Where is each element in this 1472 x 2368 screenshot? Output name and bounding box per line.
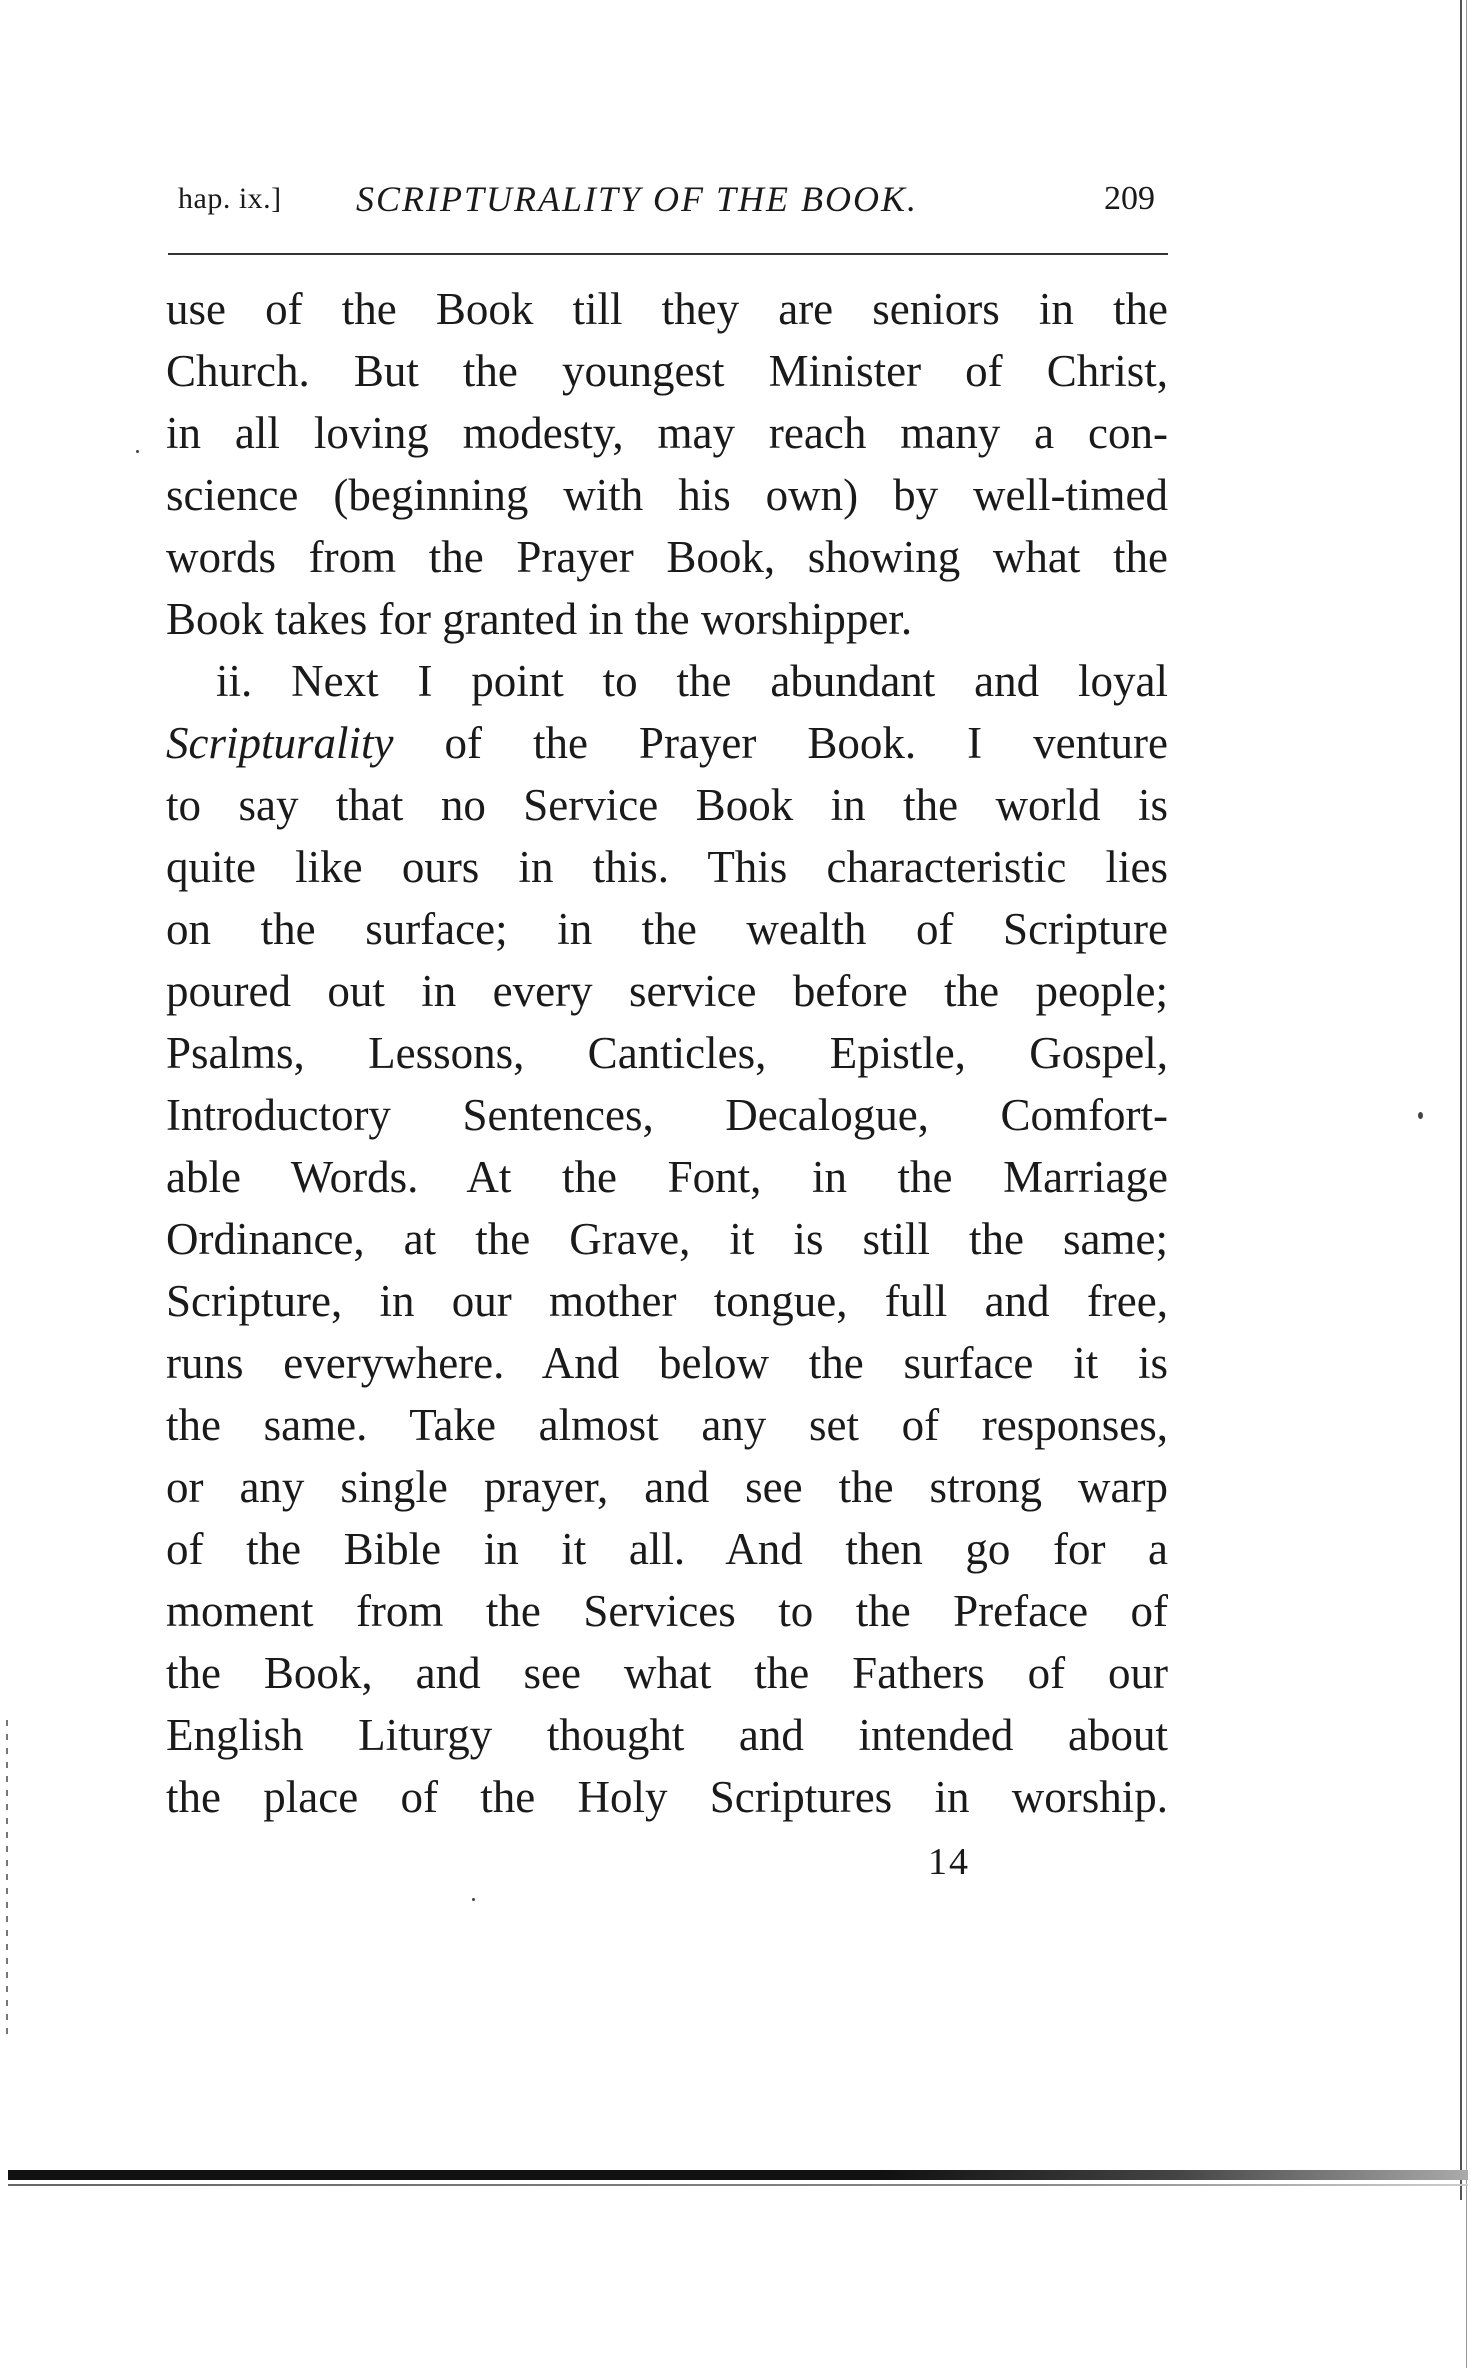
chapter-reference: hap. ix.] <box>178 182 282 215</box>
text-line: Book takes for granted in the worshipper. <box>166 594 913 644</box>
signature-mark: 14 <box>928 1841 970 1883</box>
running-head <box>168 178 1168 228</box>
italic-term: Scripturality <box>166 718 394 768</box>
text-line: runs everywhere. And below the surface it is <box>166 1338 1168 1388</box>
text-line: to say that no Service Book in the world is <box>166 780 1168 830</box>
ink-speck <box>1418 1112 1423 1119</box>
text-line: use of the Book till they are seniors in the <box>166 284 1168 334</box>
header-rule <box>168 253 1168 255</box>
bottom-rule-thin <box>8 2184 1468 2186</box>
text-line: the Book, and see what the Fathers of our <box>166 1648 1168 1698</box>
text-line: in all loving modesty, may reach many a con- <box>166 408 1168 458</box>
text-line: able Words. At the Font, in the Marriage <box>166 1152 1168 1202</box>
text-line: the same. Take almost any set of responses, <box>166 1400 1168 1450</box>
text-line: the place of the Holy Scriptures in worship. <box>166 1772 1168 1822</box>
text-line: Psalms, Lessons, Canticles, Epistle, Gospel, <box>166 1028 1168 1078</box>
text-line: English Liturgy thought and intended about <box>166 1710 1168 1760</box>
body-text <box>166 278 1168 1828</box>
text-line: Introductory Sentences, Decalogue, Comfort- <box>166 1090 1168 1140</box>
text-line: moment from the Services to the Preface of <box>166 1586 1168 1636</box>
page-number: 209 <box>1104 180 1155 217</box>
page-edge-shadow <box>1460 0 1462 2200</box>
text-line: Ordinance, at the Grave, it is still the same; <box>166 1214 1168 1264</box>
margin-mark <box>6 1720 8 2040</box>
text-line: quite like ours in this. This characteristic lies <box>166 842 1168 892</box>
ink-speck <box>136 450 139 453</box>
ink-speck <box>472 1898 475 1901</box>
text-line: poured out in every service before the people; <box>166 966 1168 1016</box>
text-line: Scripture, in our mother tongue, full and free, <box>166 1276 1168 1326</box>
bottom-rule <box>8 2170 1468 2180</box>
text-line: ii. Next I point to the abundant and loyal <box>216 656 1168 706</box>
text-line: or any single prayer, and see the strong warp <box>166 1462 1168 1512</box>
page-edge-line <box>1466 0 1467 2368</box>
text-line: words from the Prayer Book, showing what the <box>166 532 1168 582</box>
text-line: science (beginning with his own) by well-timed <box>166 470 1168 520</box>
text-line-with-italic <box>166 712 1168 774</box>
text-line: Church. But the youngest Minister of Christ, <box>166 346 1168 396</box>
text-line: of the Bible in it all. And then go for a <box>166 1524 1168 1574</box>
running-title: SCRIPTURALITY OF THE BOOK. <box>356 179 919 219</box>
text-line: on the surface; in the wealth of Scripture <box>166 904 1168 954</box>
text-line-remainder: of the Prayer Book. I venture <box>444 718 1169 768</box>
